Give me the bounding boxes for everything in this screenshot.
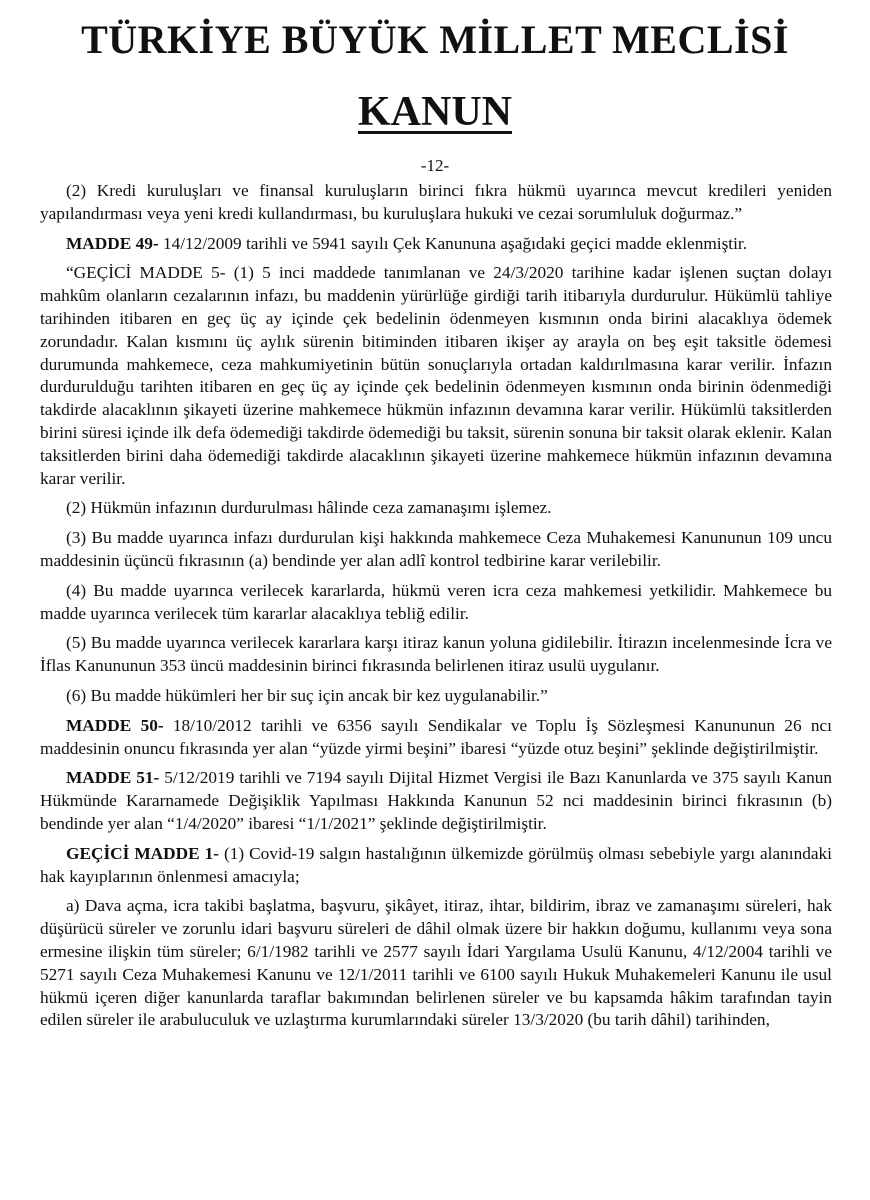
paragraph-text: “GEÇİCİ MADDE 5- (1) 5 inci maddede tanımlanan ve 24/3/2020 tarihine kadar işlenen suçtan dolayı mahkûm olanların cezalarının infazı, bu maddenin yürürlüğe girdiği tarih itibarıyla durdurulur. Hükümlü tahliye tarihinden itibaren en geç üç ay içinde çek bedelinin ödenmeyen kısmının onda birini alacaklıya ödemek zorundadır. Kalan kısmını üç aylık sürenin bitiminden itibaren ikişer ay arayla on beş eşit taksitle ödemesi durumunda mahkemece, ceza mahkumiyetinin bütün sonuçlarıyla ortadan kaldırılmasına karar verilir. İnfazın durdurulduğu tarihten itibaren en geç üç ay içinde çek bedelinin ödenmeyen kısmının onda birinin ödenmediği takdirde alacaklının şikayeti üzerine mahkemece hükmün infazının devamına karar verilir. Hükümlü taksitlerden birini süresi içinde ilk defa ödemediği takdirde ödemediği bu taksit, sürenin sonuna bir taksit olarak eklenir. Kalan taksitlerden birini daha ödemediği takdirde alacaklının şikayeti üzerine mahkemece hükmün infazının devamına karar verilir. <box>40 263 832 488</box>
paragraph-text: (2) Kredi kuruluşları ve finansal kuruluşların birinci fıkra hükmü uyarınca mevcut kredileri yeniden yapılandırması veya yeni kredi kullandırması, bu kuruluşlara hukuki ve cezai sorumluluk doğurmaz.” <box>40 181 832 223</box>
paragraph-text: 5/12/2019 tarihli ve 7194 sayılı Dijital Hizmet Vergisi ile Bazı Kanunlarda ve 375 sayılı Kanun Hükmünde Kararnamede Değişiklik Yapılması Hakkında Kanunun 52 nci maddesinin birinci fıkrasının (b) bendinde yer alan “1/4/2020” ibaresi “1/1/2021” şeklinde değiştirilmiştir. <box>40 768 833 833</box>
paragraph <box>40 233 832 256</box>
paragraph <box>40 715 832 761</box>
paragraph-text: 18/10/2012 tarihli ve 6356 sayılı Sendikalar ve Toplu İş Sözleşmesi Kanununun 26 ncı maddesinin onuncu fıkrasında yer alan “yüzde yirmi beşini” ibaresi “yüzde otuz beşini” şeklinde değiştirilmiştir. <box>40 715 832 758</box>
article-lead: MADDE 51- <box>66 768 160 788</box>
paragraph <box>40 180 832 226</box>
article-lead: MADDE 49- <box>66 233 159 253</box>
institution-title: TÜRKİYE BÜYÜK MİLLET MECLİSİ <box>81 17 789 62</box>
paragraph <box>40 895 832 1032</box>
page-number: -12- <box>420 156 450 175</box>
paragraph <box>40 632 832 678</box>
document-type-heading <box>0 88 870 136</box>
paragraph <box>40 497 832 520</box>
law-text-body <box>40 180 832 1039</box>
paragraph <box>40 580 832 626</box>
paragraph-text: (6) Bu madde hükümleri her bir suç için ancak bir kez uygulanabilir.” <box>66 685 548 705</box>
kanun-label: KANUN <box>358 89 512 135</box>
paragraph-text: a) Dava açma, icra takibi başlatma, başvuru, şikâyet, itiraz, ihtar, bildirim, ibraz ve zamanaşımı süreleri, hak düşürücü süreler ve zorunlu idari başvuru süreleri de dâhil olmak üzere bir hakkın doğumu, kullanımı veya sona ermesine ilişkin tüm süreler; 6/1/1982 tarihli ve 2577 sayılı İdari Yargılama Usulü Kanunu, 4/12/2004 tarihli ve 5271 sayılı Ceza Muhakemesi Kanunu ve 12/1/2011 tarihli ve 6100 sayılı Hukuk Muhakemeleri Kanunu ile usul hükmü içeren diğer kanunlarda taraflar bakımından belirlenen süreler ve bu kapsamda hâkim tarafından tayin edilen süreler ile arabuluculuk ve uzlaştırma kurumlarındaki süreler 13/3/2020 (bu tarih dâhil) tarihinden, <box>40 896 832 1030</box>
paragraph <box>40 527 832 573</box>
paragraph-text: (3) Bu madde uyarınca infazı durdurulan kişi hakkında mahkemece Ceza Muhakemesi Kanununun 109 uncu maddesinin üçüncü fıkrasının (a) bendinde yer alan adlî kontrol tedbirine karar verilebilir. <box>40 528 832 570</box>
paragraph-text: (5) Bu madde uyarınca verilecek kararlara karşı itiraz kanun yoluna gidilebilir. İtirazın incelenmesinde İcra ve İflas Kanununun 353 üncü maddesinin birinci fıkrasında belirlenen itiraz usulü uygulanır. <box>40 633 832 676</box>
paragraph <box>40 843 832 889</box>
article-lead: MADDE 50- <box>66 715 164 735</box>
paragraph-text: (2) Hükmün infazının durdurulması hâlinde ceza zamanaşımı işlemez. <box>66 498 552 518</box>
paragraph <box>40 685 832 708</box>
paragraph <box>40 767 832 835</box>
paragraph-text: (1) Covid-19 salgın hastalığının ülkemizde görülmüş olması sebebiyle yargı alanındaki hak kayıplarının önlenmesi amacıyla; <box>40 843 832 886</box>
article-lead: GEÇİCİ MADDE 1- <box>66 843 220 863</box>
paragraph <box>40 262 832 490</box>
paragraph-text: 14/12/2009 tarihli ve 5941 sayılı Çek Kanununa aşağıdaki geçici madde eklenmiştir. <box>158 233 748 253</box>
paragraph-text: (4) Bu madde uyarınca verilecek kararlarda, hükmü veren icra ceza mahkemesi yetkilidir. Mahkemece bu madde uyarınca verilecek tüm kararlar alacaklıya tebliğ edilir. <box>40 580 832 623</box>
